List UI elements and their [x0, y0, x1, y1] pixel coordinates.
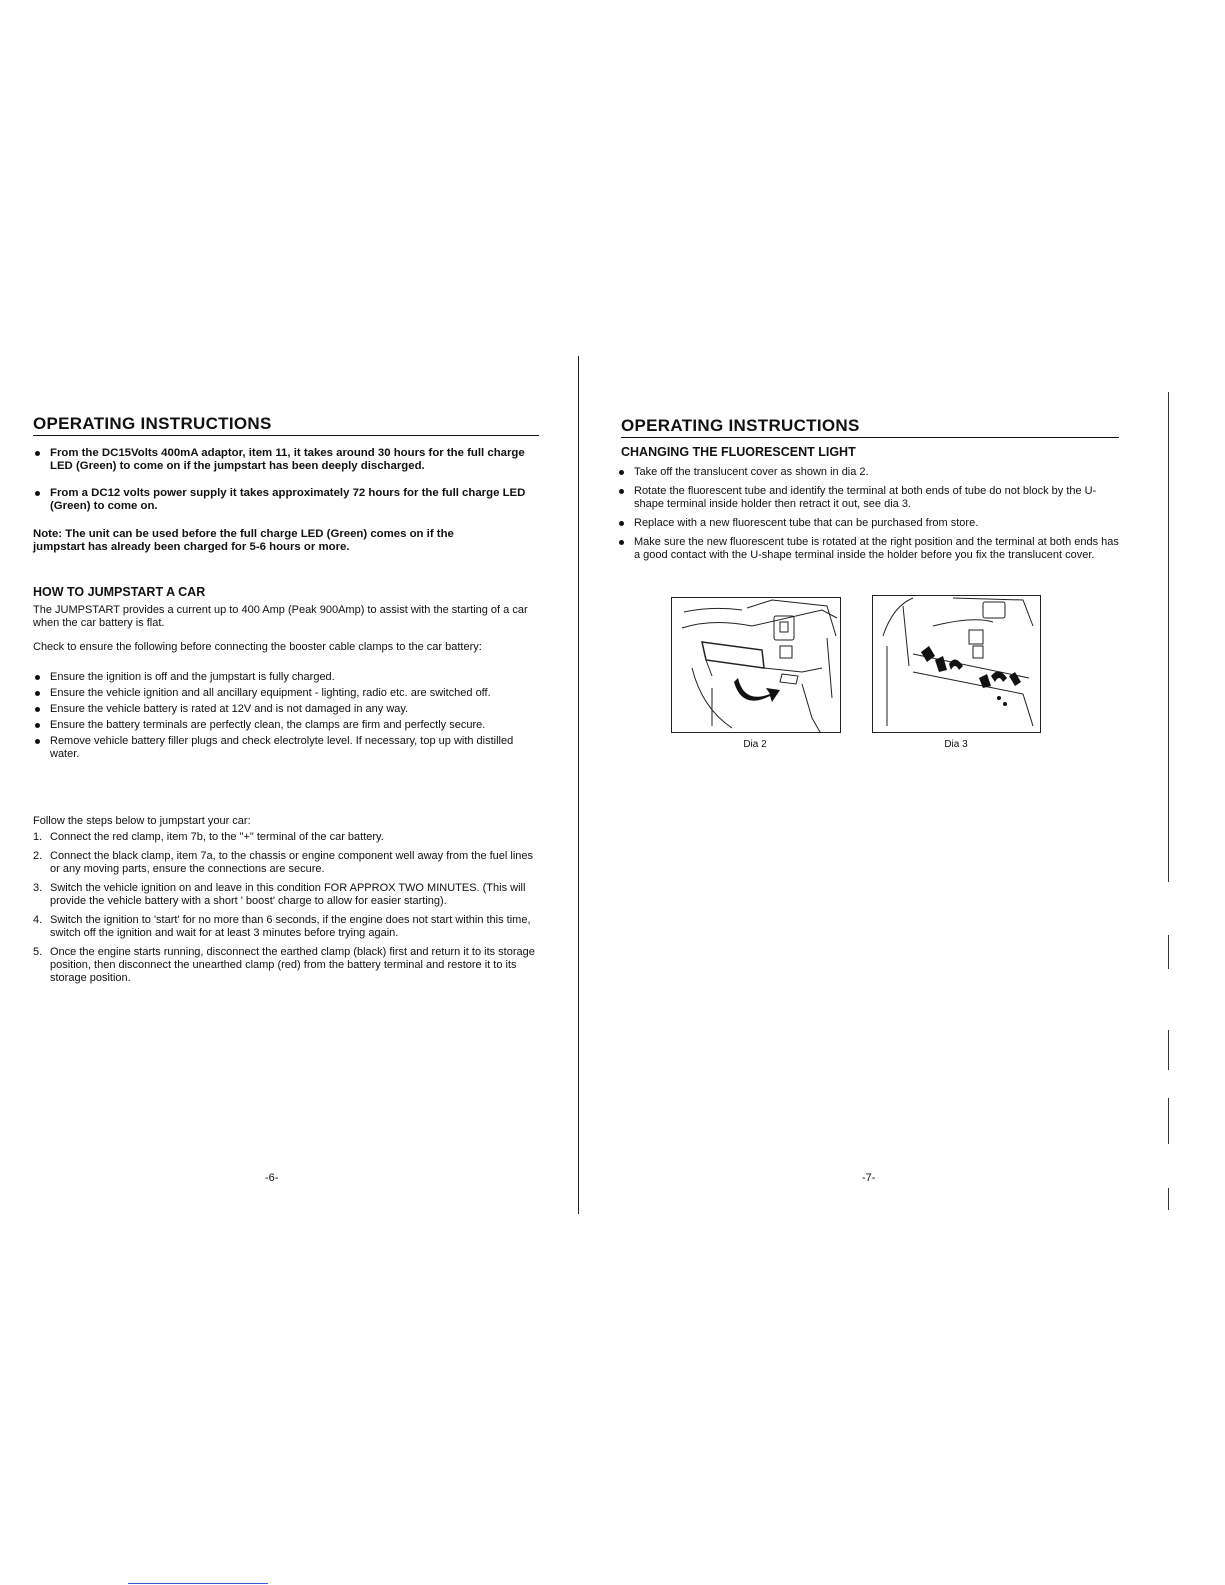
howto-heading: HOW TO JUMPSTART A CAR [33, 585, 206, 599]
dia-2-illustration [672, 598, 840, 732]
list-item: Ensure the vehicle battery is rated at 12V and is not damaged in any way. [33, 703, 543, 716]
list-item [33, 850, 545, 876]
fluorescent-steps-list [617, 466, 1122, 568]
step-text: Connect the black clamp, item 7a, to the chassis or engine component well away from the fuel lines or any moving parts, ensure the connections are secure. [50, 850, 534, 875]
page-number: -6- [265, 1172, 279, 1184]
list-item: Make sure the new fluorescent tube is rotated at the right position and the terminal at both ends has a good contact with the U-shape terminal inside the holder before you fix the translucent cover. [617, 536, 1122, 562]
list-item: Take off the translucent cover as shown in dia 2. [617, 466, 1122, 479]
figure-caption: Dia 2 [743, 739, 767, 750]
note [33, 528, 503, 554]
list-item: From the DC15Volts 400mA adaptor, item 11, it takes around 30 hours for the full charge LED (Green) to come on if the jumpstart has been deeply discharged. [33, 447, 543, 473]
list-item: Rotate the fluorescent tube and identify the terminal at both ends of tube do not block by the U-shape terminal inside holder then retract it out, see dia 3. [617, 485, 1122, 511]
step-text: Once the engine starts running, disconnect the earthed clamp (black) first and return it to its storage position, then disconnect the unearthed clamp (red) from the battery terminal and restore it to its storage position. [50, 946, 535, 984]
list-item: Replace with a new fluorescent tube that can be purchased from store. [617, 517, 1122, 530]
list-item: Remove vehicle battery filler plugs and check electrolyte level. If necessary, top up with distilled water. [33, 735, 543, 761]
steps-list [33, 831, 545, 991]
scan-edge-mark [1168, 1188, 1169, 1210]
step-text: Switch the vehicle ignition on and leave in this condition FOR APPROX TWO MINUTES. (This will provide the vehicle battery with a short ' boost' charge to allow for easier starting). [50, 882, 526, 907]
step-number: 5. [33, 946, 43, 958]
left-page [0, 0, 585, 1585]
dia-3-illustration [873, 596, 1040, 732]
step-text: Connect the red clamp, item 7b, to the "+" terminal of the car battery. [50, 831, 384, 843]
figure-dia-3 [872, 595, 1041, 733]
steps-intro: Follow the steps below to jumpstart your car: [33, 815, 251, 827]
scan-edge-mark [1168, 1030, 1169, 1070]
page-number: -7- [862, 1172, 876, 1184]
page-divider [578, 356, 579, 1214]
figure-dia-2 [671, 597, 841, 733]
scan-edge-mark [1168, 1098, 1169, 1144]
step-number: 2. [33, 850, 43, 862]
page-title: OPERATING INSTRUCTIONS [621, 416, 1119, 438]
howto-intro: The JUMPSTART provides a current up to 400 Amp (Peak 900Amp) to assist with the starting of a car when the car battery is flat. [33, 604, 528, 629]
note-label: Note: [33, 528, 63, 540]
check-intro: Check to ensure the following before connecting the booster cable clamps to the car battery: [33, 641, 482, 653]
list-item [33, 882, 545, 908]
list-item [33, 914, 545, 940]
step-number: 1. [33, 831, 43, 843]
scan-edge-mark [1168, 935, 1169, 969]
list-item [33, 946, 545, 985]
step-text: Switch the ignition to 'start' for no more than 6 seconds, if the engine does not start within this time, switch off the ignition and wait for at least 3 minutes before trying again. [50, 914, 531, 939]
bottom-link-underline [128, 1583, 268, 1584]
step-number: 4. [33, 914, 43, 926]
step-number: 3. [33, 882, 43, 894]
note-text: The unit can be used before the full charge LED (Green) comes on if the jumpstart has already been charged for 5-6 hours or more. [33, 528, 454, 553]
section-subheading: CHANGING THE FLUORESCENT LIGHT [621, 445, 856, 459]
charging-info-list [33, 447, 543, 519]
right-page [590, 0, 1225, 1585]
figure-caption: Dia 3 [944, 739, 968, 750]
list-item: Ensure the ignition is off and the jumpstart is fully charged. [33, 671, 543, 684]
list-item: From a DC12 volts power supply it takes approximately 72 hours for the full charge LED (Green) to come on. [33, 487, 543, 513]
list-item: Ensure the battery terminals are perfectly clean, the clamps are firm and perfectly secure. [33, 719, 543, 732]
scan-edge-mark [1168, 392, 1169, 882]
check-list [33, 671, 543, 764]
page-title: OPERATING INSTRUCTIONS [33, 414, 539, 436]
list-item: Ensure the vehicle ignition and all ancillary equipment - lighting, radio etc. are switched off. [33, 687, 543, 700]
list-item [33, 831, 545, 844]
